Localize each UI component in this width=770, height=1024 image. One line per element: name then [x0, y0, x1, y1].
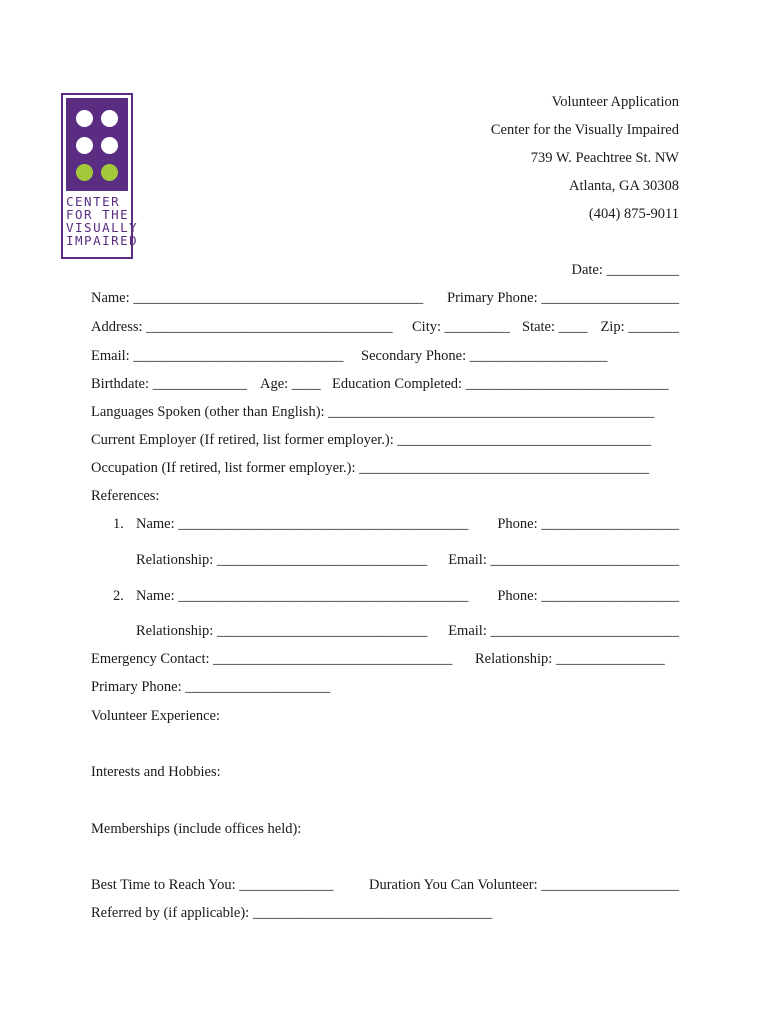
name-field[interactable]: Name: ________________________________________: [91, 290, 424, 306]
braille-dot-icon: [101, 137, 118, 154]
languages-field[interactable]: Languages Spoken (other than English): _____________________________________________: [91, 404, 655, 420]
reference-relationship-field[interactable]: Relationship: _____________________________: [136, 552, 428, 568]
org-city: Atlanta, GA 30308: [569, 178, 679, 194]
birthdate-field[interactable]: Birthdate: _____________: [91, 376, 247, 392]
reference-number: 1.: [113, 516, 124, 532]
state-field[interactable]: State: ____: [522, 319, 588, 335]
org-phone: (404) 875-9011: [588, 206, 679, 222]
reference-email-field[interactable]: Email: __________________________: [448, 623, 679, 639]
date-field[interactable]: Date: __________: [571, 262, 679, 278]
education-field[interactable]: Education Completed: ____________________________: [332, 376, 669, 392]
age-field[interactable]: Age: ____: [260, 376, 321, 392]
reference-name-field[interactable]: Name: ________________________________________: [136, 516, 469, 532]
reference-phone-field[interactable]: Phone: ___________________: [497, 516, 679, 532]
logo-wordmark: [66, 194, 139, 248]
secondary-phone-field[interactable]: Secondary Phone: ___________________: [361, 348, 608, 364]
logo-line: CENTER: [66, 194, 121, 209]
reference-number: 2.: [113, 588, 124, 604]
primary-phone-field[interactable]: Primary Phone: ___________________: [447, 290, 679, 306]
logo-line: FOR THE: [66, 207, 130, 222]
zip-field[interactable]: Zip: _______: [600, 319, 679, 335]
employer-field[interactable]: Current Employer (If retired, list former employer.): ___________________________________: [91, 432, 652, 448]
references-label: References:: [91, 488, 160, 504]
logo-braille-panel: [66, 98, 128, 191]
org-name: Center for the Visually Impaired: [490, 122, 679, 138]
braille-dot-icon: [76, 164, 93, 181]
braille-dot-icon: [76, 110, 93, 127]
address-field[interactable]: Address: __________________________________: [91, 319, 393, 335]
emergency-contact-field[interactable]: Emergency Contact: _________________________________: [91, 651, 453, 667]
emergency-primary-phone-field[interactable]: Primary Phone: ____________________: [91, 679, 331, 695]
referred-by-field[interactable]: Referred by (if applicable): _________________________________: [91, 905, 493, 921]
best-time-field[interactable]: Best Time to Reach You: _____________: [91, 877, 334, 893]
logo-line: VISUALLY: [66, 220, 139, 235]
occupation-field[interactable]: Occupation (If retired, list former employer.): ________________________________________: [91, 460, 650, 476]
reference-name-field[interactable]: Name: ________________________________________: [136, 588, 469, 604]
braille-dot-icon: [101, 164, 118, 181]
duration-field[interactable]: Duration You Can Volunteer: ___________________: [368, 877, 679, 893]
emergency-relationship-field[interactable]: Relationship: _______________: [475, 651, 665, 667]
logo-line: IMPAIRED: [66, 233, 139, 248]
volunteer-experience-label: Volunteer Experience:: [91, 708, 220, 724]
braille-dot-icon: [101, 110, 118, 127]
email-field[interactable]: Email: _____________________________: [91, 348, 344, 364]
interests-label: Interests and Hobbies:: [91, 764, 221, 780]
reference-email-field[interactable]: Email: __________________________: [448, 552, 679, 568]
cvi-logo: [61, 93, 139, 259]
reference-relationship-field[interactable]: Relationship: _____________________________: [136, 623, 428, 639]
braille-dot-icon: [76, 137, 93, 154]
reference-phone-field[interactable]: Phone: ___________________: [497, 588, 679, 604]
org-street: 739 W. Peachtree St. NW: [530, 150, 679, 166]
city-field[interactable]: City: _________: [412, 319, 510, 335]
memberships-label: Memberships (include offices held):: [91, 821, 302, 837]
form-title: Volunteer Application: [551, 94, 679, 110]
